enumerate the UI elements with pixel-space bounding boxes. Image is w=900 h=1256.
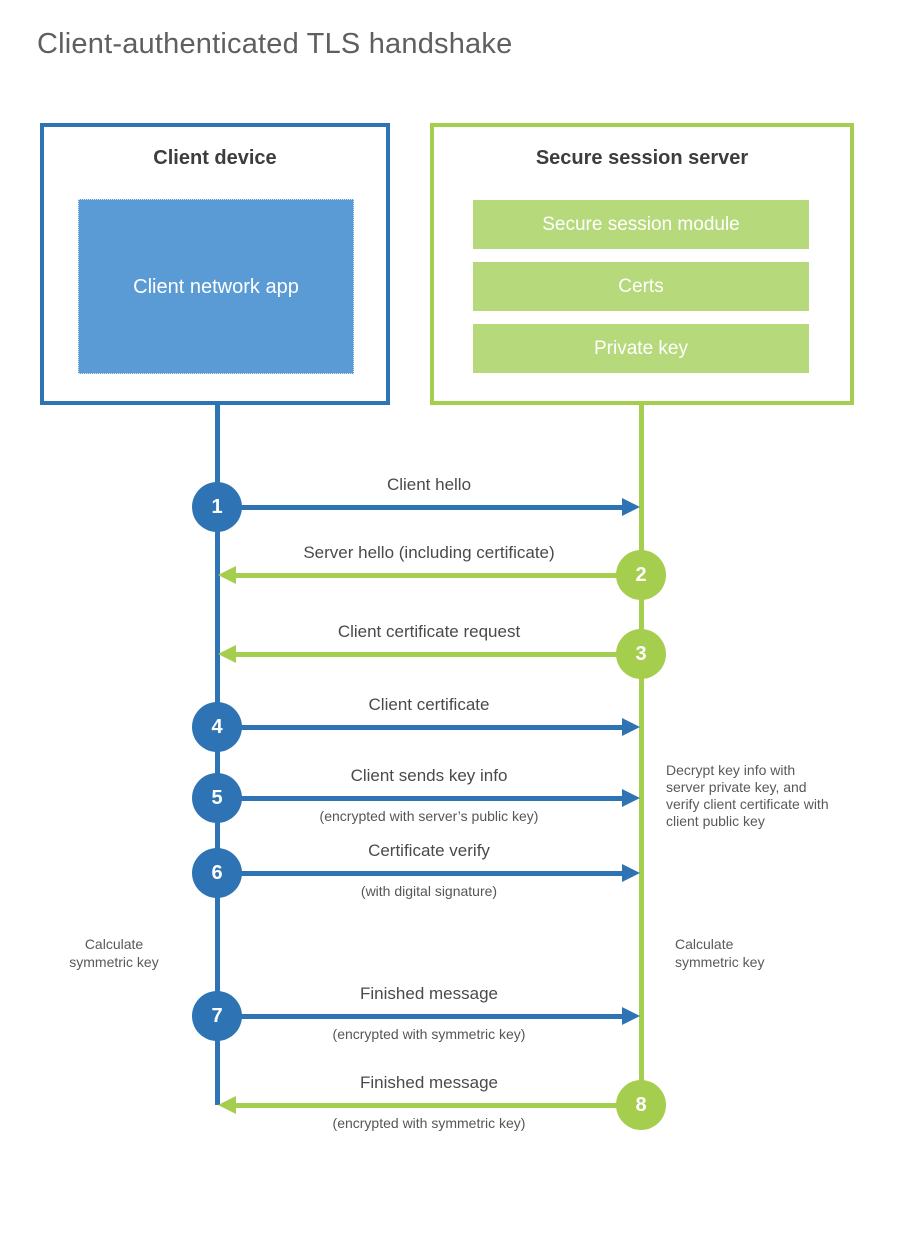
arrow-1-client-hello [218,498,640,516]
arrowhead-left-icon [218,1096,236,1114]
message-sublabel-5: (encrypted with server’s public key) [319,808,539,824]
arrow-7-finished-message [218,1007,640,1025]
arrow-shaft [218,1014,626,1019]
arrow-5-key-info [218,789,640,807]
message-label-7: Finished message [360,984,498,1003]
server-module-private-key: Private key [473,324,809,373]
arrow-shaft [218,871,626,876]
arrow-8-finished-message [218,1096,640,1114]
client-network-app-label: Client network app [133,275,299,298]
message-label-1: Client hello [386,475,472,494]
step-circle-4: 4 [192,702,242,752]
message-label-8: Finished message [360,1073,498,1092]
client-device-title: Client device [153,147,277,169]
server-module-certs: Certs [473,262,809,311]
step-circle-3: 3 [616,629,666,679]
step-circle-5: 5 [192,773,242,823]
calc-symmetric-key-left: Calculate symmetric key [69,936,159,970]
arrow-shaft [232,573,640,578]
arrow-2-server-hello [218,566,640,584]
server-module-secure-session: Secure session module [473,200,809,249]
arrowhead-right-icon [622,864,640,882]
message-sublabel-8: (encrypted with symmetric key) [332,1115,526,1131]
page-title: Client-authenticated TLS handshake [37,28,513,60]
step-circle-8: 8 [616,1080,666,1130]
message-sublabel-7: (encrypted with symmetric key) [332,1026,526,1042]
decrypt-note: Decrypt key info with server private key, and verify client certificate with client public key [666,762,829,829]
arrowhead-left-icon [218,645,236,663]
arrow-shaft [218,796,626,801]
arrowhead-right-icon [622,1007,640,1025]
arrow-shaft [218,505,626,510]
arrow-4-client-certificate [218,718,640,736]
message-label-2: Server hello (including certificate) [303,543,555,562]
message-sublabel-6: (with digital signature) [360,883,498,899]
arrow-shaft [232,1103,640,1108]
arrow-shaft [218,725,626,730]
arrow-3-client-cert-request [218,645,640,663]
step-circle-7: 7 [192,991,242,1041]
message-label-4: Client certificate [368,695,490,714]
arrow-6-certificate-verify [218,864,640,882]
arrowhead-right-icon [622,718,640,736]
message-label-3: Client certificate request [337,622,521,641]
arrowhead-left-icon [218,566,236,584]
message-label-6: Certificate verify [368,841,490,860]
step-circle-6: 6 [192,848,242,898]
step-circle-2: 2 [616,550,666,600]
client-network-app-box [78,199,354,374]
arrowhead-right-icon [622,498,640,516]
calc-symmetric-key-right: Calculate symmetric key [675,936,765,970]
arrow-shaft [232,652,640,657]
server-title: Secure session server [535,147,749,169]
message-label-5: Client sends key info [350,766,508,785]
step-circle-1: 1 [192,482,242,532]
arrowhead-right-icon [622,789,640,807]
